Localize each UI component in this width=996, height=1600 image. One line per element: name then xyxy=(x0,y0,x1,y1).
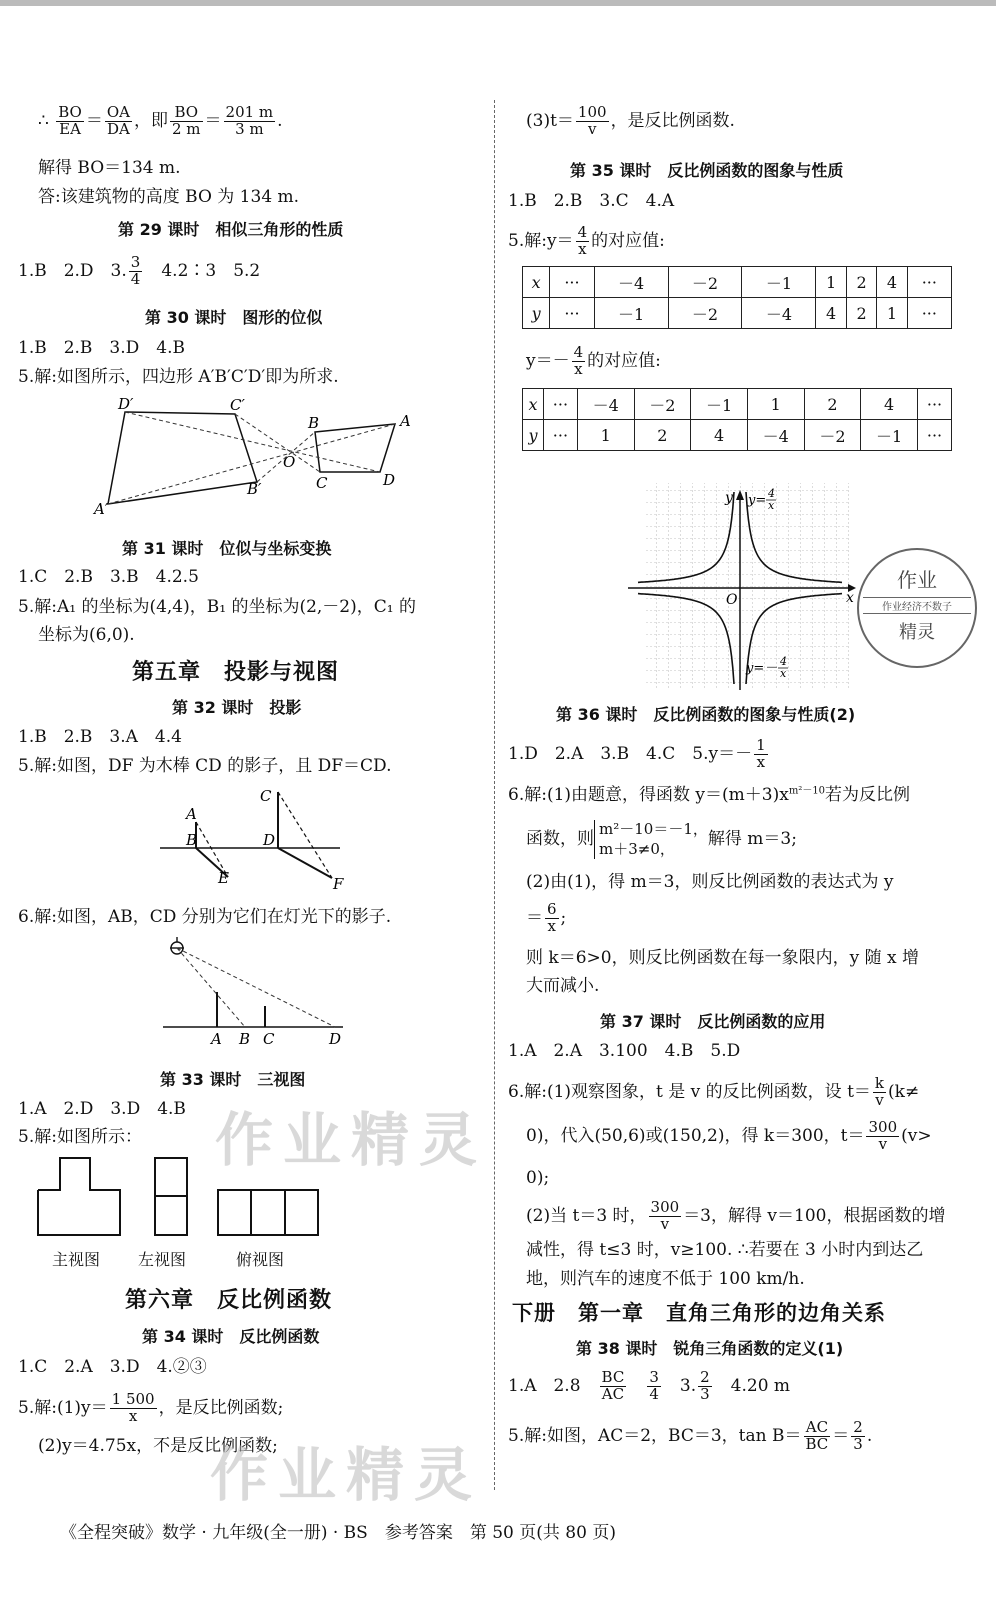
curve1-den: x xyxy=(768,499,775,512)
lesson-36-q6d: ＝ $\frac{6}{x}$ ; xyxy=(526,900,567,935)
value-table-2 xyxy=(522,388,952,451)
lesson-36-q6e: 则 k＝6>0，则反比例函数在每一象限内，y 随 x 增 xyxy=(526,948,919,968)
label-d: D xyxy=(329,1030,342,1048)
lesson-35-answers: 1.B 2.B 3.C 4.A xyxy=(508,191,675,211)
volume-2-chapter-1-heading: 下册 第一章 直角三角形的边角关系 xyxy=(512,1301,886,1325)
label-o: O xyxy=(283,453,296,471)
chapter-6-heading: 第六章 反比例函数 xyxy=(125,1288,333,1313)
lesson-32-answers: 1.B 2.B 3.A 4.4 xyxy=(18,727,182,747)
label-a: A xyxy=(186,805,197,823)
origin-label: O xyxy=(726,592,738,608)
label-a: A xyxy=(400,412,411,430)
watermark: 作业精灵 xyxy=(215,1106,488,1174)
lesson-34-q5-part3: (3)t＝ $\frac{100}{v}$ ，是反比例函数. xyxy=(526,103,735,138)
label-a-prime: A′ xyxy=(94,500,109,518)
label-d-prime: D′ xyxy=(118,395,134,413)
label-b: B xyxy=(186,831,198,849)
label-c: C xyxy=(263,1030,275,1048)
lesson-31-q5b: 坐标为(6,0). xyxy=(38,625,135,645)
sunlight-shadow-figure xyxy=(150,780,360,895)
chapter-5-heading: 第五章 投影与视图 xyxy=(132,660,340,685)
curve1-num: 4 xyxy=(768,487,775,500)
table-row: x ··· －4 －2 －1 1 2 4 ··· xyxy=(523,267,952,298)
label-b: B xyxy=(239,1030,251,1048)
table-row: x ··· －4 －2 －1 1 2 4 ··· xyxy=(523,389,952,420)
lesson-30-heading: 第 30 课时 图形的位似 xyxy=(145,308,323,327)
lesson-30-answers: 1.B 2.B 3.D 4.B xyxy=(18,338,185,358)
lesson-29-answers: 1.B 2.D 3. $\frac{3}{4}$ 4.2∶3 5.2 xyxy=(18,253,261,288)
lesson-35-q5: 5.解:y＝ $\frac{4}{x}$ 的对应值: xyxy=(508,223,665,258)
lesson-31-q5a: 5.解:A₁ 的坐标为(4,4)，B₁ 的坐标为(2,－2)，C₁ 的 xyxy=(18,597,416,617)
watermark-lower: 作业精灵 xyxy=(210,1441,483,1509)
hyperbola-graph xyxy=(620,478,860,696)
lesson-37-q6d: (2)当 t＝3 时， $\frac{300}{v}$ ＝3，解得 v＝100，根据函数的增 xyxy=(526,1198,946,1233)
lesson-31-answers: 1.C 2.B 3.B 4.2.5 xyxy=(18,567,199,587)
lesson-30-q5: 5.解:如图所示，四边形 A′B′C′D′即为所求. xyxy=(18,367,339,387)
answer-line: 答:该建筑物的高度 BO 为 134 m. xyxy=(38,187,300,207)
label-d: D xyxy=(383,471,396,489)
table-row: y ··· 1 2 4 －4 －2 －1 ··· xyxy=(523,420,952,451)
lesson-36-q6c: (2)由(1)，得 m＝3，则反比例函数的表达式为 y xyxy=(526,872,894,892)
homework-stamp: 作业 作业经济不数子 精灵 xyxy=(857,548,977,668)
lesson-36-q6f: 大而减小. xyxy=(526,976,600,996)
label-c-prime: C′ xyxy=(230,396,245,414)
y-axis-label: y xyxy=(725,490,733,506)
lesson-36-answers: 1.D 2.A 3.B 4.C 5.y＝－ $\frac{1}{x}$ xyxy=(508,736,766,771)
label-a: A xyxy=(211,1030,222,1048)
lesson-32-q6: 6.解:如图，AB，CD 分别为它们在灯光下的影子. xyxy=(18,907,392,927)
lesson-36-q6a: 6.解:(1)由题意，得函数 $y=(m+3)x^{m^2-10}$若为反比例 xyxy=(508,785,911,805)
lesson-37-q6a: 6.解:(1)观察图象，t 是 v 的反比例函数，设 t＝ $\frac{k}{v}$ (k≠ xyxy=(508,1074,920,1109)
front-view-label: 主视图 xyxy=(52,1250,101,1269)
table-2-caption: y＝－ $\frac{4}{x}$ 的对应值: xyxy=(526,343,661,378)
homothety-figure xyxy=(90,392,420,522)
label-d: D xyxy=(263,831,276,849)
curve2-den: x xyxy=(780,667,787,680)
label-b-prime: B′ xyxy=(247,480,262,498)
lamplight-shadow-figure xyxy=(155,932,355,1050)
curve1-label: y= xyxy=(748,493,767,508)
lesson-32-heading: 第 32 课时 投影 xyxy=(172,698,302,717)
lesson-38-heading: 第 38 课时 锐角三角函数的定义(1) xyxy=(576,1339,844,1358)
curve2-num: 4 xyxy=(780,655,787,668)
lesson-37-q6c: 0); xyxy=(526,1168,550,1188)
column-divider xyxy=(494,100,495,1490)
label-f: F xyxy=(333,875,344,893)
lesson-37-heading: 第 37 课时 反比例函数的应用 xyxy=(600,1012,826,1031)
lesson-37-q6f: 地，则汽车的速度不低于 100 km/h. xyxy=(526,1269,805,1289)
lesson-34-heading: 第 34 课时 反比例函数 xyxy=(142,1327,320,1346)
label-c: C xyxy=(316,474,328,492)
lesson-37-answers: 1.A 2.A 3.100 4.B 5.D xyxy=(508,1041,741,1061)
value-table-1 xyxy=(522,266,952,329)
table-row: y ··· －1 －2 －4 4 2 1 ··· xyxy=(523,298,952,329)
graph-grid xyxy=(645,483,849,689)
lesson-36-q6b: 函数，则 m²－10＝－1， m＋3≠0， 解得 m＝3; xyxy=(526,820,797,858)
solution-line: 解得 BO＝134 m. xyxy=(38,158,181,178)
lesson-38-answers: 1.A 2.8 $\frac{BC}{AC}$ $\frac{3}{4}$ 3. $\frac{2}{3}$ 4.20 m xyxy=(508,1368,791,1403)
label-e: E xyxy=(218,869,229,887)
lesson-34-answers: 1.C 2.A 3.D 4.②③ xyxy=(18,1357,207,1377)
lesson-34-q5: 5.解:(1)y＝ $\frac{1 500}{x}$ ，是反比例函数; xyxy=(18,1390,284,1425)
lesson-37-q6b: 0)，代入(50,6)或(150,2)，得 k＝300，t＝ $\frac{300}{v}$ (v> xyxy=(526,1118,932,1153)
lesson-35-heading: 第 35 课时 反比例函数的图象与性质 xyxy=(570,161,844,180)
lesson-33-q5: 5.解:如图所示： xyxy=(18,1127,142,1147)
page-footer: 《全程突破》数学 · 九年级(全一册) · BS 参考答案 第 50 页(共 80 页) xyxy=(60,1523,616,1543)
x-axis-label: x xyxy=(846,590,854,606)
lesson-33-heading: 第 33 课时 三视图 xyxy=(160,1070,306,1089)
lesson-33-answers: 1.A 2.D 3.D 4.B xyxy=(18,1099,186,1119)
lesson-37-q6e: 减性，得 t≤3 时，v≥100. ∴若要在 3 小时内到达乙 xyxy=(526,1240,924,1260)
top-view-label: 俯视图 xyxy=(236,1250,285,1269)
lesson-29-heading: 第 29 课时 相似三角形的性质 xyxy=(118,220,344,239)
lesson-38-q5: 5.解:如图，AC＝2，BC＝3，tan B＝ $\frac{AC}{BC}$ ＝ $\frac{2}{3}$ . xyxy=(508,1418,873,1453)
label-c: C xyxy=(260,787,272,805)
lesson-34-q5b: (2)y＝4.75x，不是反比例函数; xyxy=(38,1436,278,1456)
side-view-label: 左视图 xyxy=(138,1250,187,1269)
top-edge xyxy=(0,0,996,6)
label-b: B xyxy=(308,414,320,432)
lesson-31-heading: 第 31 课时 位似与坐标变换 xyxy=(122,539,332,558)
lesson-32-q5: 5.解:如图，DF 为木棒 CD 的影子，且 DF＝CD. xyxy=(18,756,392,776)
lesson-36-heading: 第 36 课时 反比例函数的图象与性质(2) xyxy=(556,705,856,724)
curve2-label: y=－ xyxy=(746,661,778,676)
similarity-equation: ∴ $\frac{BO}{EA}$ ＝ $\frac{OA}{DA}$ ，即 $\frac{BO}{2 m}$ ＝ $\frac{201 m}{3 m}$ . xyxy=(38,103,283,138)
